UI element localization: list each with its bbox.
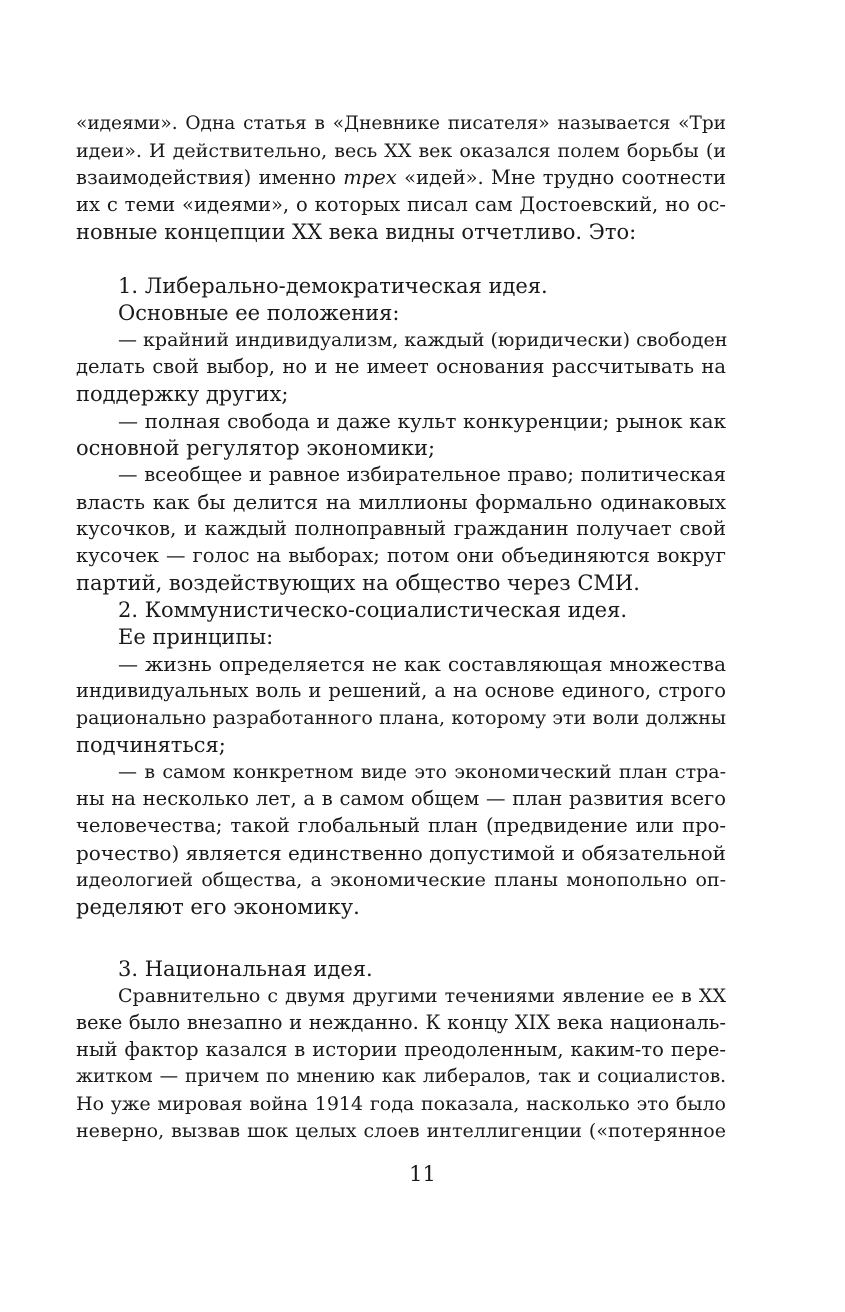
text-line: ределяют его экономику. xyxy=(76,895,360,919)
text-line: человечества; такой глобальный план (предвидение или про- xyxy=(76,814,726,837)
text-line: рочество) является единственно допустимой и обязательной xyxy=(76,841,726,865)
text-line: Основные ее положения: xyxy=(118,301,400,325)
text-line xyxy=(76,164,726,192)
text-line: делать свой выбор, но и не имеет основания рассчитывать на xyxy=(76,355,726,378)
text-line: власть как бы делится на миллионы формально одинаковых xyxy=(76,490,726,514)
text-line: подчиняться; xyxy=(76,733,226,757)
text-line: кусочек — голос на выборах; потом они объединяются вокруг xyxy=(76,544,726,567)
section-heading: 3. Национальная идея. xyxy=(118,957,373,981)
text-line: новные концепции XX века видны отчетливо. Это: xyxy=(76,220,637,244)
text-line: Ее принципы: xyxy=(118,625,274,649)
text-line: партий, воздействующих на общество через СМИ. xyxy=(76,571,640,595)
text-line: идеи». И действительно, весь XX век оказался полем борьбы (и xyxy=(76,140,726,162)
text-line: поддержку других; xyxy=(76,382,289,406)
page-number: 11 xyxy=(409,1162,436,1186)
italic-word: трех xyxy=(343,166,397,189)
text-line: «идеями». Одна статья в «Дневнике писателя» называется «Три xyxy=(76,113,726,134)
text-line: веке было внезапно и нежданно. К концу XIX века националь- xyxy=(76,1011,726,1034)
text-span: «идей». Мне трудно соотнести xyxy=(396,166,726,189)
text-line: ный фактор казался в истории преодоленным, каким-то пере- xyxy=(76,1038,726,1061)
text-line: житком — причем по мнению как либералов, так и социалистов. xyxy=(76,1066,726,1087)
list-item-line: — полная свобода и даже культ конкуренции; рынок как xyxy=(118,409,726,433)
list-item-line: — крайний индивидуализм, каждый (юридически) свободен xyxy=(118,329,728,351)
text-line: Сравнительно с двумя другими течениями явление ее в XX xyxy=(118,985,726,1007)
text-line: неверно, вызвав шок целых слоев интеллигенции («потерянное xyxy=(76,1120,726,1142)
text-line: рационально разработанного плана, которому эти воли должны xyxy=(76,707,726,729)
list-item-line: — жизнь определяется не как составляющая множества xyxy=(118,652,726,676)
text-line: основной регулятор экономики; xyxy=(76,436,436,460)
list-item-line: — всеобщее и равное избирательное право; политическая xyxy=(118,463,726,486)
text-line: ны на несколько лет, а в самом общем — план развития всего xyxy=(76,787,726,810)
text-line: идеологией общества, а экономические планы монопольно оп- xyxy=(76,869,726,891)
text-line: Но уже мировая война 1914 года показала, насколько это было xyxy=(76,1093,726,1115)
text-span: взаимодействия) именно xyxy=(76,166,344,189)
list-item-line: — в самом конкретном виде это экономический план стра- xyxy=(118,761,726,783)
section-heading: 2. Коммунистическо-социалистическая идея. xyxy=(118,598,627,622)
section-heading: 1. Либерально-демократическая идея. xyxy=(118,274,548,298)
text-line: индивидуальных воль и решений, а на основе единого, строго xyxy=(76,679,726,702)
text-line: кусочков, и каждый полноправный гражданин получает свой xyxy=(76,517,726,540)
text-line: их с теми «идеями», о которых писал сам Достоевский, но ос- xyxy=(76,193,726,216)
